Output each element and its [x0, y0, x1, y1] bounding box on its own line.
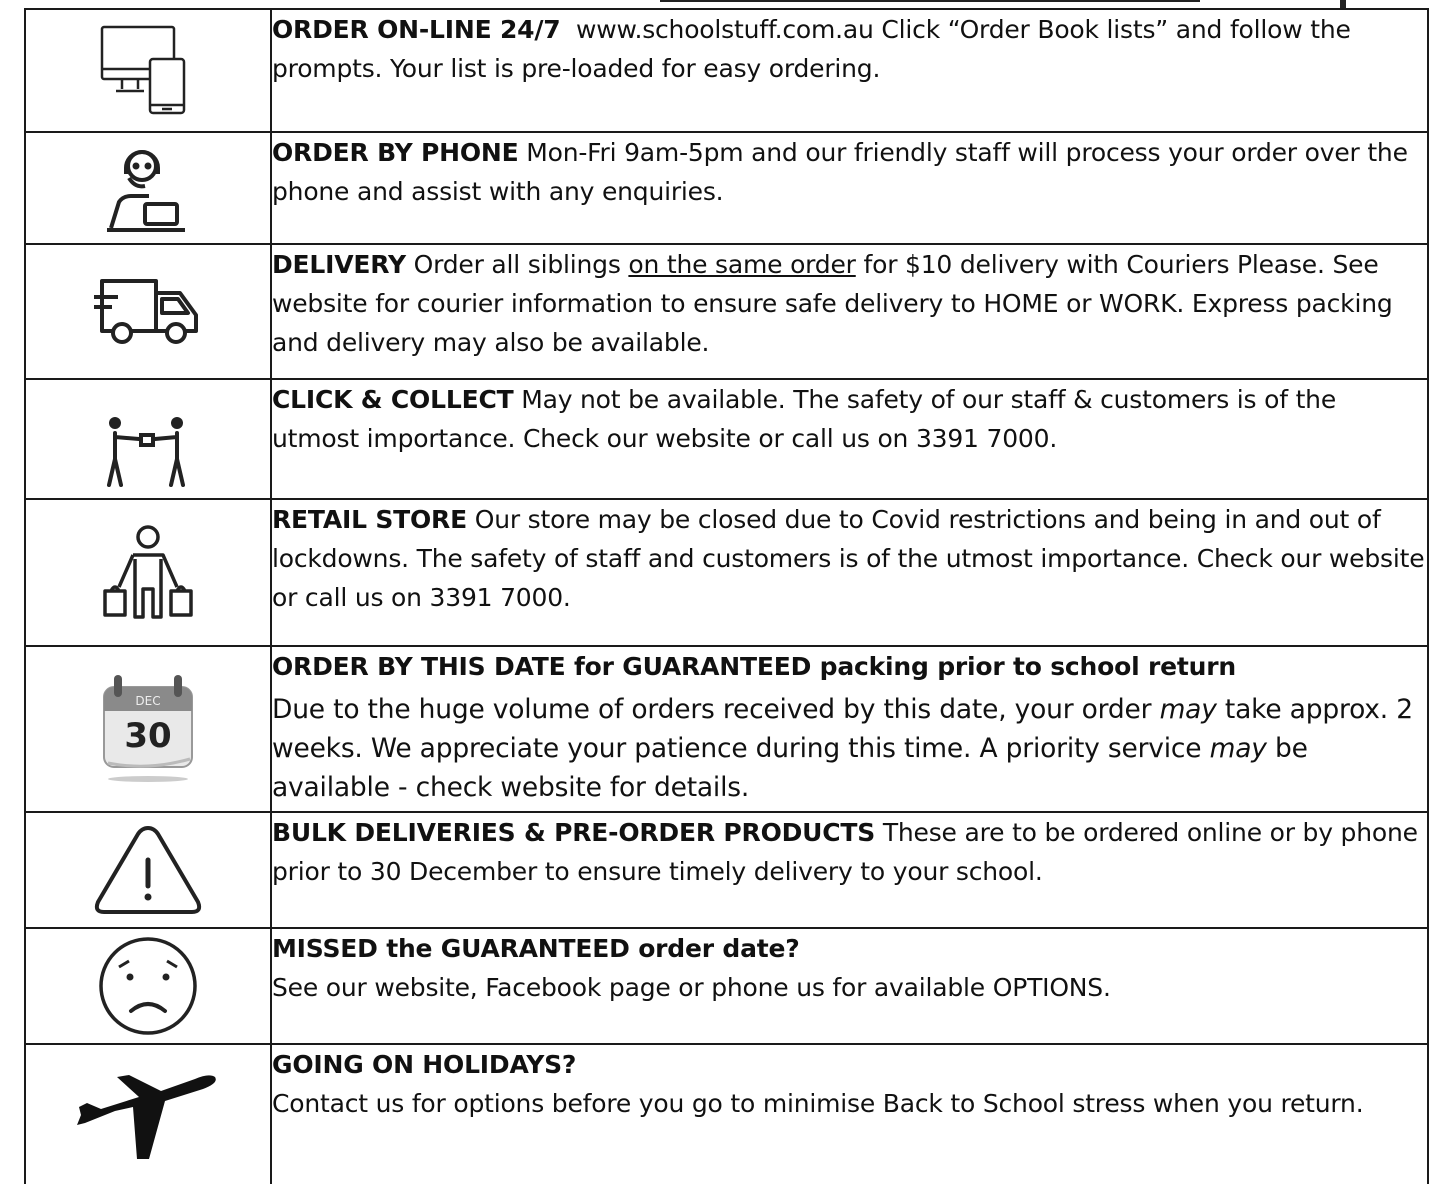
calendar-month: DEC	[135, 694, 161, 708]
top-rule	[660, 0, 1200, 2]
warning-icon	[92, 822, 204, 918]
row-heading: GOING ON HOLIDAYS?	[272, 1050, 577, 1079]
devices-icon	[98, 25, 198, 117]
row-missed-date	[25, 928, 1428, 1044]
row-body: be available - check website for details.	[272, 733, 1308, 803]
row-text	[271, 1044, 1428, 1184]
icon-cell	[25, 812, 271, 928]
icon-cell	[25, 1044, 271, 1184]
ordering-info-table	[24, 8, 1429, 1184]
row-text	[271, 244, 1428, 379]
row-text	[271, 9, 1428, 132]
row-body-paragraph	[272, 690, 1427, 807]
row-heading: RETAIL STORE	[272, 505, 467, 534]
delivery-van-icon	[92, 277, 204, 347]
row-heading: CLICK & COLLECT	[272, 385, 514, 414]
row-body: Due to the huge volume of orders received by this date, your order	[272, 694, 1160, 725]
icon-cell	[25, 379, 271, 499]
customer-service-icon	[105, 140, 191, 236]
website-link[interactable]: www.schoolstuff.com.au	[576, 15, 874, 44]
row-body-emphasis: may	[1159, 694, 1217, 725]
icon-cell	[25, 499, 271, 646]
row-body: Click “Order Book lists” and follow the prompts. Your list is pre-loaded for easy ordering.	[272, 15, 1351, 83]
row-body-emphasis: may	[1209, 733, 1267, 764]
icon-cell	[25, 928, 271, 1044]
row-body: Contact us for options before you go to minimise Back to School stress when you return.	[272, 1089, 1364, 1118]
row-text	[271, 812, 1428, 928]
icon-cell	[25, 646, 271, 812]
row-order-online	[25, 9, 1428, 132]
top-rule-mark	[1340, 0, 1346, 8]
click-collect-icon	[105, 415, 191, 487]
airplane-icon	[75, 1067, 221, 1163]
row-heading: BULK DELIVERIES & PRE-ORDER PRODUCTS	[272, 818, 876, 847]
worried-face-icon	[97, 935, 199, 1037]
icon-cell	[25, 244, 271, 379]
row-body: Order all siblings	[405, 250, 629, 279]
row-body: May not be available. The safety of our staff & customers is of the utmost importance. Check our website or call us on 3391 7000.	[272, 385, 1336, 453]
shopper-bags-icon	[101, 525, 195, 621]
icon-cell	[25, 9, 271, 132]
row-text	[271, 132, 1428, 244]
row-body: for $10 delivery with Couriers Please. See website for courier information to ensure safe delivery to HOME or WORK. Express packing and delivery may also be available.	[272, 250, 1393, 357]
row-heading: ORDER ON-LINE 24/7	[272, 15, 561, 44]
row-retail-store	[25, 499, 1428, 646]
row-heading: ORDER BY THIS DATE for GUARANTEED packing prior to school return	[272, 652, 1236, 681]
row-text	[271, 646, 1428, 812]
row-text	[271, 379, 1428, 499]
row-heading: DELIVERY	[272, 250, 406, 279]
row-body: Our store may be closed due to Covid restrictions and being in and out of lockdowns. The safety of staff and customers is of the utmost importance. Check our website or call us on 3391 7000.	[272, 505, 1425, 612]
row-delivery	[25, 244, 1428, 379]
row-body: These are to be ordered online or by phone prior to 30 December to ensure timely delivery to your school.	[272, 818, 1418, 886]
row-body: take approx. 2 weeks. We appreciate your patience during this time. A priority service	[272, 694, 1413, 764]
calendar-day: 30	[124, 716, 172, 756]
row-text	[271, 928, 1428, 1044]
row-body: Mon-Fri 9am-5pm and our friendly staff will process your order over the phone and assist with any enquiries.	[272, 138, 1408, 206]
row-heading: ORDER BY PHONE	[272, 138, 519, 167]
row-order-by-phone	[25, 132, 1428, 244]
row-body-underlined: on the same order	[628, 250, 856, 279]
row-text	[271, 499, 1428, 646]
row-holidays	[25, 1044, 1428, 1184]
row-separator	[561, 15, 577, 44]
calendar-icon	[98, 673, 198, 785]
row-body: See our website, Facebook page or phone us for available OPTIONS.	[272, 973, 1111, 1002]
row-heading: MISSED the GUARANTEED order date?	[272, 934, 800, 963]
row-bulk-deliveries	[25, 812, 1428, 928]
row-click-collect	[25, 379, 1428, 499]
icon-cell	[25, 132, 271, 244]
row-order-by-date	[25, 646, 1428, 812]
